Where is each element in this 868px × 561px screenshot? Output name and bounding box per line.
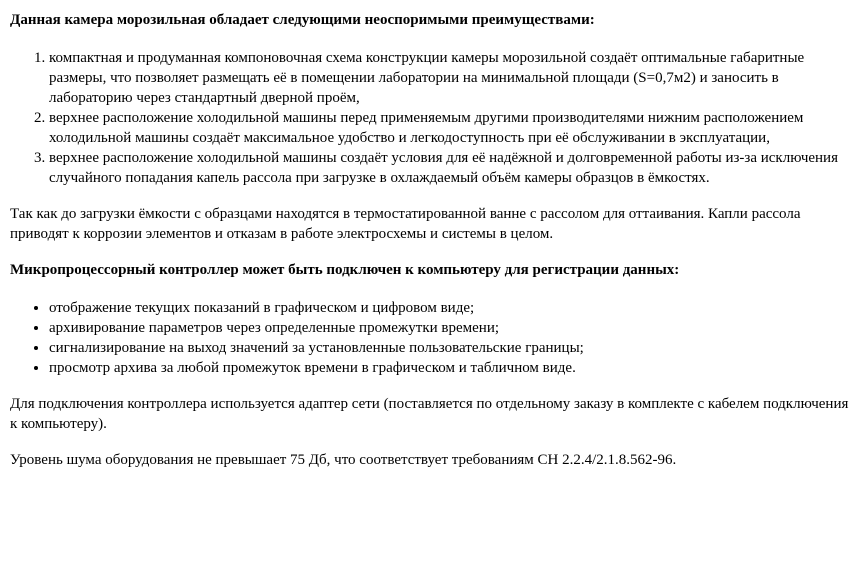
advantages-heading: Данная камера морозильная обладает следующими неоспоримыми преимуществами:	[10, 12, 595, 28]
list-item: 3. верхнее расположение холодильной машины создаёт условия для её надёжной и долговременной работы из-за исключения случайного попадания капель рассола при загрузке в охлаждаемый объём камеры образцов в ёмкостях.	[49, 148, 858, 188]
list-item: 1. компактная и продуманная компоновочная схема конструкции камеры морозильной создаёт оптимальные габаритные размеры, что позволяет размещать её в помещении лаборатории на минимальной площади (S=0,7м2) и заносить в лабораторию через стандартный дверной проём,	[49, 48, 858, 108]
controller-heading: Микропроцессорный контроллер может быть подключен к компьютеру для регистрации данных:	[10, 262, 680, 278]
adapter-paragraph: Для подключения контроллера используется адаптер сети (поставляется по отдельному заказу в комплекте с кабелем подключения к компьютеру).	[10, 396, 849, 432]
list-item: • отображение текущих показаний в графическом и цифровом виде;	[49, 298, 858, 318]
list-item: • сигнализирование на выход значений за установленные пользовательские границы;	[49, 338, 858, 358]
corrosion-paragraph: Так как до загрузки ёмкости с образцами находятся в термостатированной ванне с рассолом для оттаивания. Капли рассола приводят к коррозии элементов и отказам в работе электросхемы и системы в целом.	[10, 206, 801, 242]
advantages-list	[10, 48, 858, 188]
noise-paragraph: Уровень шума оборудования не превышает 75 Дб, что соответствует требованиям СН 2.2.4/2.1.8.562-96.	[10, 452, 677, 468]
controller-features-list	[10, 298, 858, 378]
list-item: 2. верхнее расположение холодильной машины перед применяемым другими производителями нижним расположением холодильной машины создаёт максимальное удобство и легкодоступность при её обслуживании в эксплуатации,	[49, 108, 858, 148]
list-item: • архивирование параметров через определенные промежутки времени;	[49, 318, 858, 338]
list-item: • просмотр архива за любой промежуток времени в графическом и табличном виде.	[49, 358, 858, 378]
